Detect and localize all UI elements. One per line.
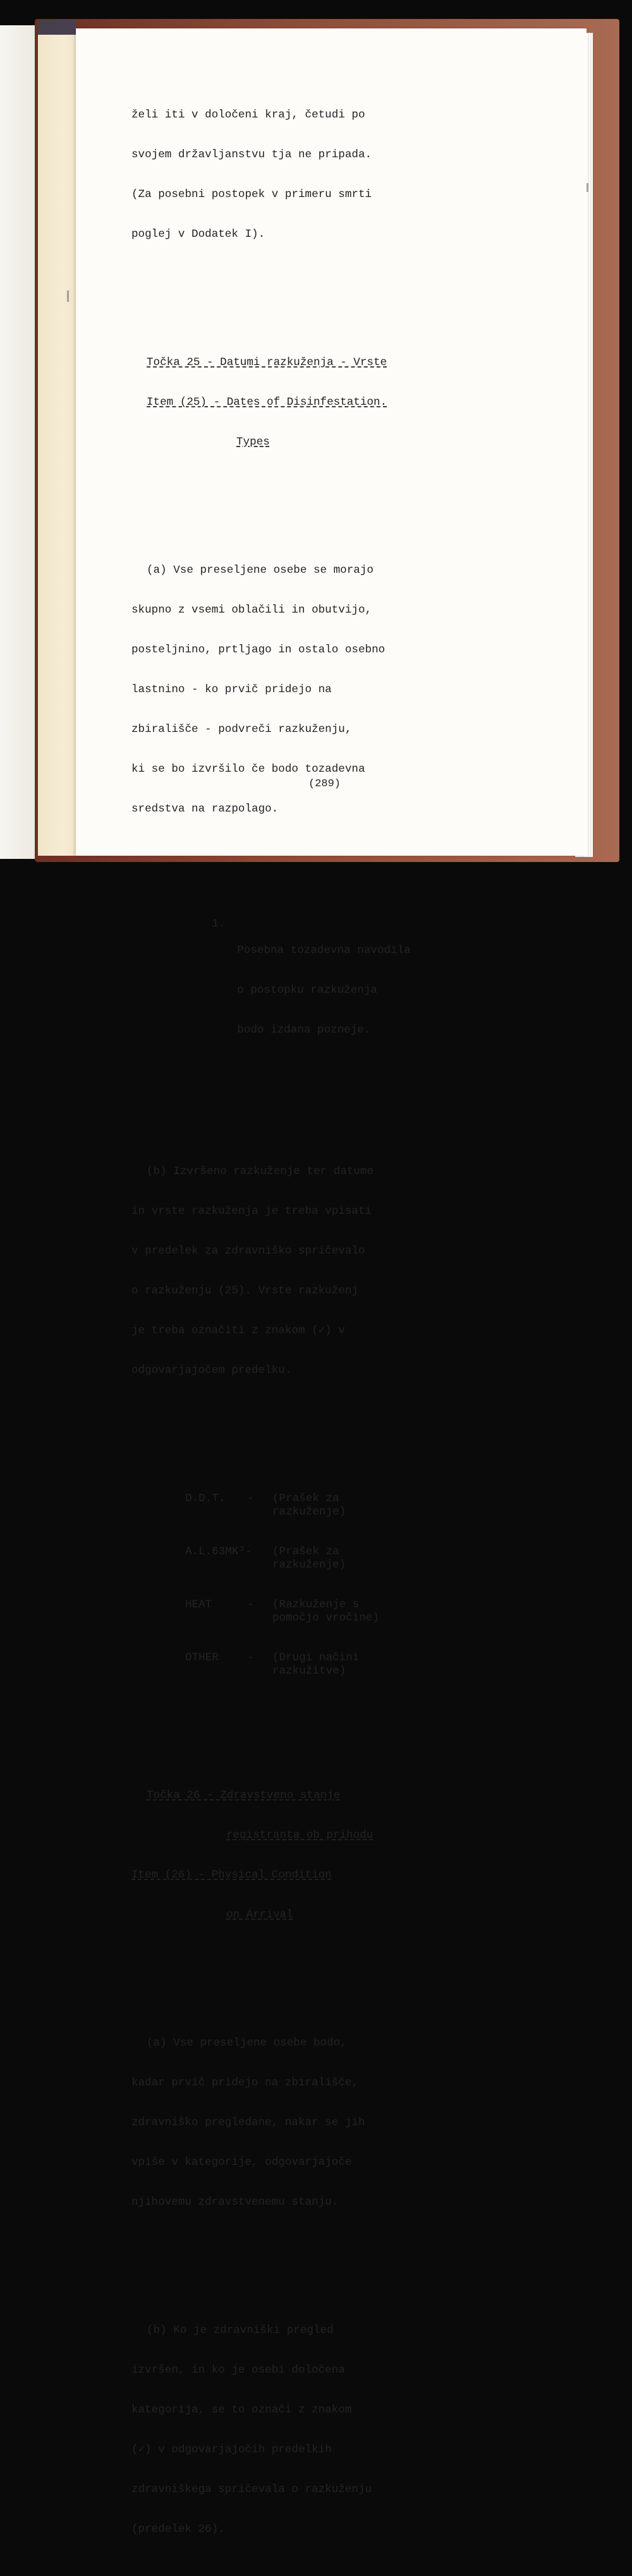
text-line: (predelek 26). xyxy=(131,2523,225,2536)
type-code: HEAT xyxy=(185,1598,212,1611)
text-line: (a) Vse preseljene osebe se morajo xyxy=(147,564,374,577)
note-number: 1. xyxy=(212,918,226,930)
type-desc: (Prašek za xyxy=(272,1492,339,1505)
heading-line: on Arrival xyxy=(226,1908,293,1921)
disinfestation-types xyxy=(131,1466,428,1704)
text-line: njihovemu zdravstvenemu stanju. xyxy=(131,2196,339,2208)
paragraph-26b xyxy=(131,2297,428,2563)
page-text xyxy=(131,56,428,2576)
heading-line: Item (26) - Physical Condition xyxy=(131,1869,332,1881)
paragraph-a xyxy=(131,537,428,842)
text-line: želi iti v določeni kraj, četudi po xyxy=(131,109,365,121)
heading-item-25 xyxy=(131,330,428,476)
type-code: D.D.T. xyxy=(185,1492,226,1505)
type-dash: - xyxy=(247,1492,254,1505)
type-desc: razkuženje) xyxy=(272,1506,346,1518)
text-line: posteljnino, prtljago in ostalo osebno xyxy=(131,644,386,656)
text-line: sredstva na razpolago. xyxy=(131,803,279,815)
text-line: zdravniško pregledane, nakar se jih xyxy=(131,2116,365,2129)
text-line: (Za posebni postopek v primeru smrti xyxy=(131,188,372,201)
type-row xyxy=(185,1545,428,1572)
type-dash: - xyxy=(247,1598,254,1611)
text-line: bodo izdana pozneje. xyxy=(237,1024,371,1036)
text-line: poglej v Dodatek I). xyxy=(131,228,265,241)
ink-mark xyxy=(586,183,588,192)
heading-line: Točka 25 - Datumi razkuženja - Vrste xyxy=(147,356,387,369)
text-line: izvršen, in ko je osebi določena xyxy=(131,2364,345,2376)
heading-line: Točka 26 - Zdravstveno stanje xyxy=(147,1789,341,1802)
text-line: odgovarjajočem predelku. xyxy=(131,1364,292,1377)
type-row xyxy=(185,1651,428,1678)
intro-paragraph xyxy=(131,82,428,268)
paragraph-b xyxy=(131,1139,428,1404)
type-row xyxy=(185,1598,428,1625)
text-line: ki se bo izvršilo če bodo tozadevna xyxy=(131,763,365,776)
type-code: A.L.63MK³- xyxy=(185,1545,252,1558)
text-line: zbirališče - podvreči razkuženju, xyxy=(131,723,352,736)
text-line: (b) Izvršeno razkuženje ter datume xyxy=(147,1165,374,1178)
text-line: skupno z vsemi oblačili in obutvijo, xyxy=(131,604,372,616)
text-line: kadar prvič pridejo na zbirališče, xyxy=(131,2076,358,2089)
type-dash xyxy=(247,1545,272,1572)
text-line: (✓) v odgovarjajočih predelkih xyxy=(131,2443,332,2456)
text-line: vpiše v kategorije, odgovarjajoče xyxy=(131,2156,352,2169)
text-line: lastnino - ko prvič pridejo na xyxy=(131,683,332,696)
type-code: OTHER xyxy=(185,1651,219,1664)
text-line: kategorija, se to označi z znakom xyxy=(131,2404,352,2416)
type-desc: (Drugi načini xyxy=(272,1651,360,1664)
text-line: (b) Ko je zdravniški pregled xyxy=(147,2324,334,2337)
note-1 xyxy=(131,904,428,1077)
text-line: svojem državljanstvu tja ne pripada. xyxy=(131,148,372,161)
text-line: (a) Vse preseljene osebe bodo, xyxy=(147,2037,347,2049)
text-line: zdravniškega spričevala o razkuženju xyxy=(131,2483,372,2496)
heading-line: Types xyxy=(236,436,270,448)
heading-line: Item (25) - Dates of Disinfestation. xyxy=(147,396,387,409)
type-desc: razkužitve) xyxy=(272,1665,346,1677)
text-line: je treba označiti z znakom (✓) v xyxy=(131,1324,345,1337)
type-row xyxy=(185,1492,428,1519)
ink-mark xyxy=(67,291,69,302)
text-line: in vrste razkuženja je treba vpisati xyxy=(131,1205,372,1218)
paragraph-26a xyxy=(131,2010,428,2236)
text-line: o razkuženju (25). Vrste razkuženj xyxy=(131,1285,358,1297)
type-desc: (Razkuženje s xyxy=(272,1598,360,1611)
type-desc: razkuženje) xyxy=(272,1559,346,1571)
heading-line: registranta ob prihodu xyxy=(226,1829,374,1842)
text-line: o postopku razkuženja xyxy=(237,984,377,997)
text-line: v predelek za zdravniško spričevalo xyxy=(131,1245,365,1257)
text-line: Posebna tozadevna navodila xyxy=(237,944,411,957)
type-desc: (Prašek za xyxy=(272,1545,339,1558)
type-desc: pomočjo vročine) xyxy=(272,1612,379,1624)
type-dash: - xyxy=(247,1651,254,1664)
page-number: (289) xyxy=(308,778,341,790)
page-gutter xyxy=(38,35,79,856)
heading-item-26 xyxy=(131,1763,428,1948)
